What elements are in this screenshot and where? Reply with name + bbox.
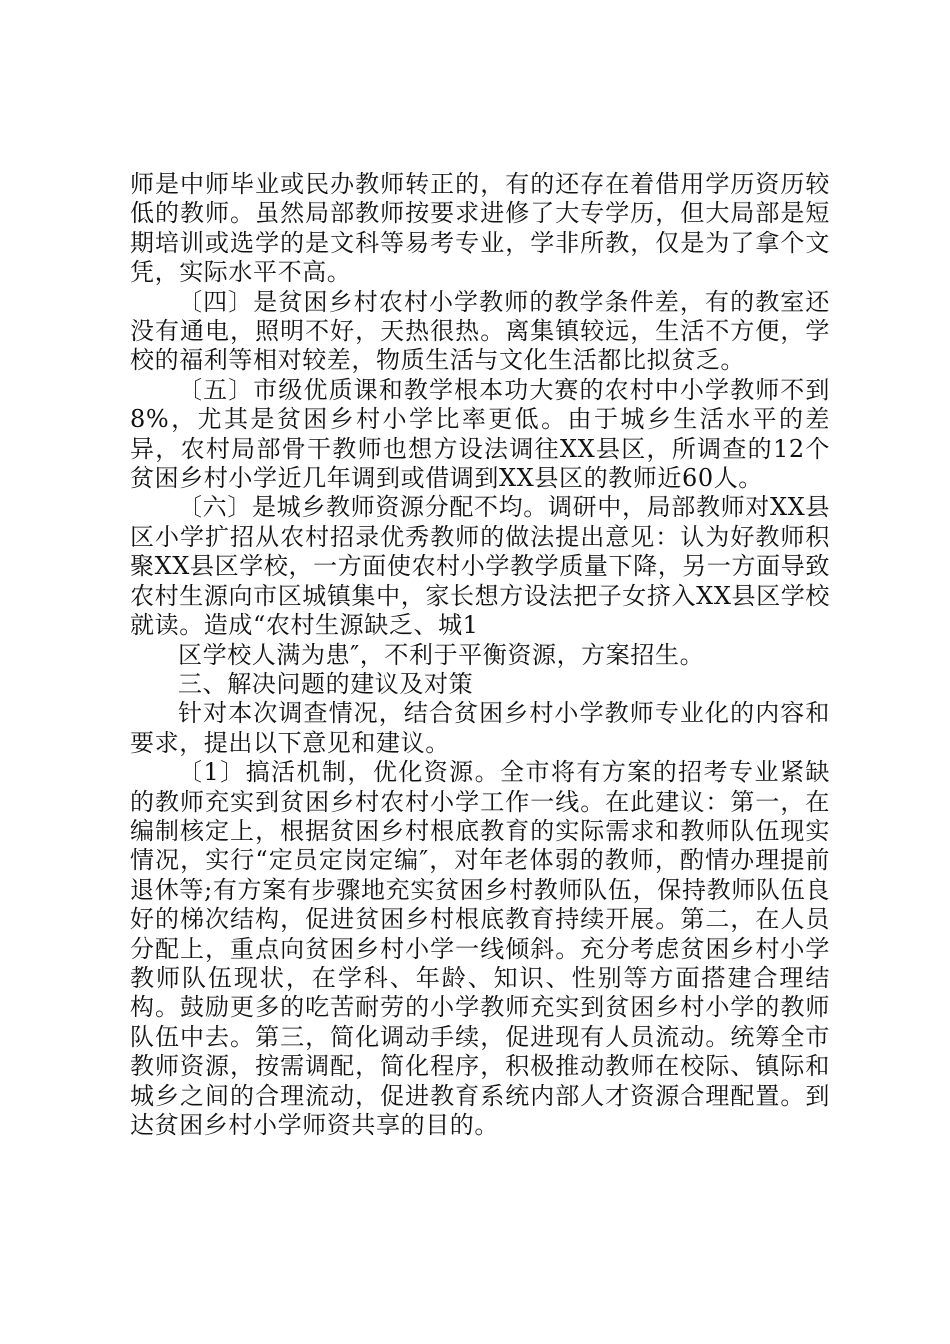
paragraph-suggestion-1: 〔1〕搞活机制，优化资源。全市将有方案的招考专业紧缺的教师充实到贫困乡村农村小学工作一线。在此建议：第一，在编制核定上，根据贫困乡村根底教育的实际需求和教师队伍现实情况，实行“定员定岗定编″，对年老体弱的教师，酌情办理提前退休等;有方案有步骤地充实贫困乡村教师队伍，保持教师队伍良好的梯次结构，促进贫困乡村根底教育持续开展。第二，在人员分配上，重点向贫困乡村小学一线倾斜。充分考虑贫困乡村小学教师队伍现状，在学科、年龄、知识、性别等方面搭建合理结构。鼓励更多的吃苦耐劳的小学教师充实到贫困乡村小学的教师队伍中去。第三，简化调动手续，促进现有人员流动。统筹全市教师资源，按需调配，简化程序，积极推动教师在校际、镇际和城乡之间的合理流动，促进教育系统内部人才资源合理配置。到达贫困乡村小学师资共享的目的。 <box>130 758 830 1139</box>
paragraph-point-5: 〔五〕市级优质课和教学根本功大赛的农村中小学教师不到8%，尤其是贫困乡村小学比率更低。由于城乡生活水平的差异，农村局部骨干教师也想方设法调往XX县区，所调查的12个贫困乡村小学近几年调到或借调到XX县区的教师近60人。 <box>130 375 830 493</box>
paragraph-point-6-continued: 区学校人满为患″，不利于平衡资源，方案招生。 <box>178 640 705 669</box>
paragraph-intro: 针对本次调查情况，结合贫困乡村小学教师专业化的内容和要求，提出以下意见和建议。 <box>130 699 830 757</box>
document-body <box>130 170 830 1140</box>
section-heading-3: 三、解决问题的建议及对策 <box>178 669 474 698</box>
paragraph-point-6: 〔六〕是城乡教师资源分配不均。调研中，局部教师对XX县区小学扩招从农村招录优秀教师的做法提出意见：认为好教师积聚XX县区学校，一方面使农村小学教学质量下降，另一方面导致农村生源向市区城镇集中，家长想方设法把子女挤入XX县区学校就读。造成“农村生源缺乏、城1 <box>130 493 830 640</box>
paragraph-continuation: 师是中师毕业或民办教师转正的，有的还存在着借用学历资历较低的教师。虽然局部教师按要求进修了大专学历，但大局部是短期培训或选学的是文科等易考专业，学非所教，仅是为了拿个文凭，实际水平不高。 <box>130 170 830 287</box>
paragraph-point-4: 〔四〕是贫困乡村农村小学教师的教学条件差，有的教室还没有通电，照明不好，天热很热。离集镇较远，生活不方便，学校的福利等相对较差，物质生活与文化生活都比拟贫乏。 <box>130 287 830 375</box>
